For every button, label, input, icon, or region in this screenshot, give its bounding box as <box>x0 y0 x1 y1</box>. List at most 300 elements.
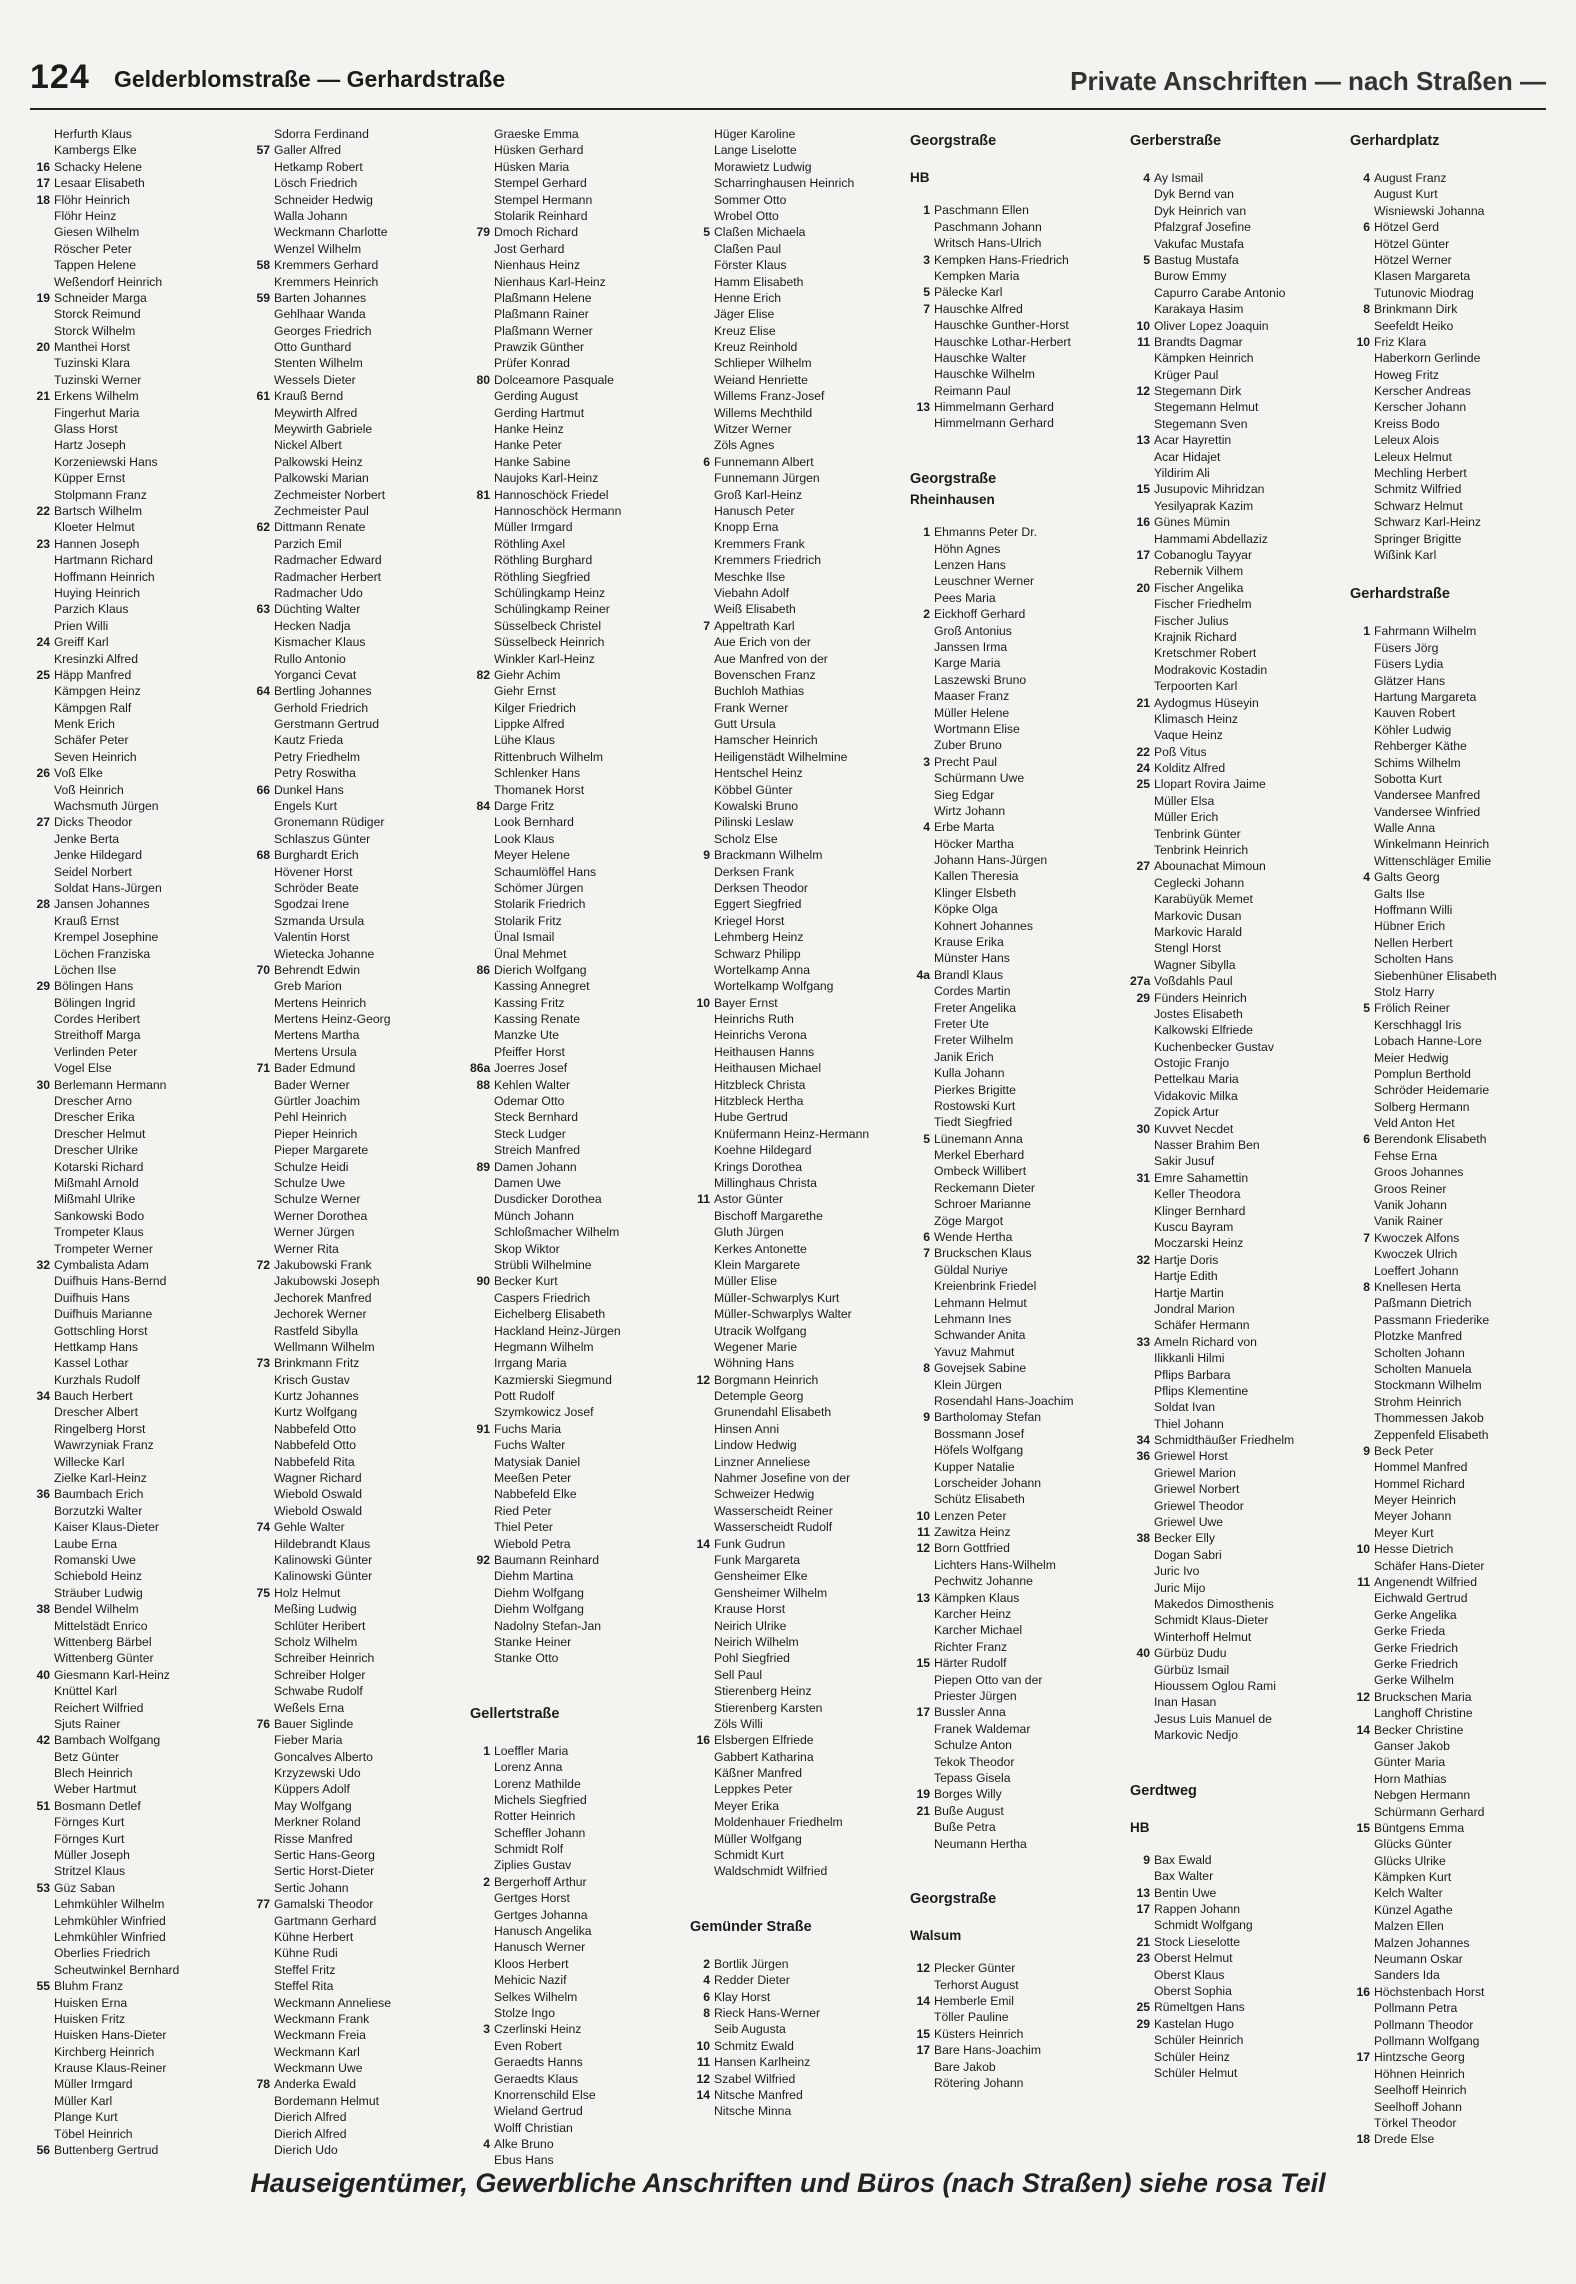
resident-entry <box>30 405 240 421</box>
resident-name: Lorenz Anna <box>494 1760 563 1775</box>
resident-name: Bluhm Franz <box>54 1979 124 1994</box>
resident-name: Schlieper Wilhelm <box>714 356 812 371</box>
resident-entry <box>1350 1410 1560 1426</box>
resident-entry <box>470 732 680 748</box>
resident-name: Korzeniewski Hans <box>54 454 158 469</box>
resident-entry <box>30 290 240 306</box>
resident-entry <box>1350 1295 1560 1311</box>
resident-entry <box>250 257 460 273</box>
resident-name: Stritzel Klaus <box>54 1864 126 1879</box>
resident-name: Becker Kurt <box>494 1274 558 1289</box>
resident-entry <box>910 983 1120 999</box>
resident-entry <box>30 2126 240 2142</box>
street-name: Gerdtweg <box>1130 1782 1197 1799</box>
resident-name: Frank Werner <box>714 700 789 715</box>
resident-entry <box>910 317 1120 333</box>
resident-name: Kallen Theresia <box>934 869 1019 884</box>
resident-entry <box>1130 1235 1340 1251</box>
resident-entry <box>30 388 240 404</box>
resident-name: Pfalzgraf Josefine <box>1154 220 1251 235</box>
house-number: 21 <box>1136 695 1150 710</box>
spacer <box>910 186 1120 202</box>
resident-entry <box>30 765 240 781</box>
resident-name: Nickel Albert <box>274 438 342 453</box>
resident-entry <box>250 1962 460 1978</box>
house-number: 11 <box>1357 1575 1370 1590</box>
resident-name: Eichwald Gertrud <box>1374 1591 1468 1606</box>
resident-entry <box>30 601 240 617</box>
resident-entry <box>470 700 680 716</box>
resident-entry <box>690 1503 900 1519</box>
resident-entry <box>690 2021 900 2037</box>
house-number: 88 <box>476 1077 490 1092</box>
resident-entry <box>250 2142 460 2158</box>
resident-name: Seelhoff Johann <box>1374 2099 1462 2114</box>
resident-entry <box>1130 1498 1340 1514</box>
resident-name: Schims Wilhelm <box>1374 755 1461 770</box>
resident-entry <box>690 1109 900 1125</box>
resident-name: Gartmann Gerhard <box>274 1913 377 1928</box>
resident-name: Sertic Horst-Dieter <box>274 1864 375 1879</box>
resident-entry <box>690 1683 900 1699</box>
resident-entry <box>250 175 460 191</box>
resident-entry <box>1130 1104 1340 1120</box>
resident-name: Gürbüz Dudu <box>1154 1646 1227 1661</box>
resident-entry <box>1350 2082 1560 2098</box>
street-heading <box>690 1912 900 1940</box>
resident-name: Drescher Ulrike <box>54 1143 138 1158</box>
house-number: 32 <box>1136 1252 1150 1267</box>
resident-name: Reimann Paul <box>934 383 1011 398</box>
resident-entry <box>470 290 680 306</box>
resident-name: Morawietz Ludwig <box>714 159 812 174</box>
resident-name: Flöhr Heinrich <box>54 192 130 207</box>
resident-name: Prüfer Konrad <box>494 356 570 371</box>
resident-name: Alke Bruno <box>494 2137 554 2152</box>
house-number: 4 <box>703 1973 710 1988</box>
resident-name: Aydogmus Hüseyin <box>1154 695 1259 710</box>
house-number: 15 <box>1356 1820 1370 1835</box>
resident-entry <box>1130 1885 1340 1901</box>
resident-name: Zawitza Heinz <box>934 1525 1011 1540</box>
resident-entry <box>910 1993 1120 2009</box>
resident-entry <box>470 831 680 847</box>
resident-entry <box>250 896 460 912</box>
resident-entry <box>910 1409 1120 1425</box>
resident-entry <box>1350 285 1560 301</box>
house-number: 29 <box>1136 990 1150 1005</box>
resident-entry <box>30 618 240 634</box>
resident-name: Schülingkamp Reiner <box>494 602 610 617</box>
resident-name: Güldal Nuriye <box>934 1262 1008 1277</box>
resident-entry <box>470 323 680 339</box>
resident-name: Kulla Johann <box>934 1066 1005 1081</box>
house-number: 6 <box>703 1989 710 2004</box>
resident-entry <box>1130 1901 1340 1917</box>
resident-name: Kilger Friedrich <box>494 700 576 715</box>
house-number: 53 <box>36 1880 50 1895</box>
resident-name: Jostes Elisabeth <box>1154 1006 1243 1021</box>
resident-entry <box>690 1634 900 1650</box>
resident-name: Romanski Uwe <box>54 1552 136 1567</box>
resident-name: Radmacher Edward <box>274 553 382 568</box>
resident-entry <box>910 1278 1120 1294</box>
resident-entry <box>690 1290 900 1306</box>
resident-name: Tenbrink Günter <box>1154 826 1241 841</box>
resident-name: Lehmann Ines <box>934 1312 1012 1326</box>
resident-entry <box>1350 1902 1560 1918</box>
house-number: 38 <box>36 1602 50 1617</box>
resident-entry <box>1130 432 1340 448</box>
resident-name: Himmelmann Gerhard <box>934 416 1054 431</box>
house-number: 56 <box>36 2143 50 2158</box>
resident-name: Schwander Anita <box>934 1328 1026 1343</box>
resident-name: Nabbefeld Otto <box>274 1438 356 1453</box>
resident-name: Höcker Martha <box>934 836 1014 851</box>
house-number: 22 <box>1136 744 1150 759</box>
resident-name: Vidakovic Milka <box>1154 1088 1238 1103</box>
resident-entry <box>250 651 460 667</box>
resident-name: Vogel Else <box>54 1061 112 1076</box>
resident-entry <box>470 1208 680 1224</box>
resident-name: Astor Günter <box>714 1192 784 1207</box>
resident-name: Stanke Otto <box>494 1651 559 1666</box>
resident-name: Lenzen Hans <box>934 558 1006 573</box>
house-number: 90 <box>476 1274 490 1289</box>
house-number: 74 <box>256 1520 270 1535</box>
resident-entry <box>470 1306 680 1322</box>
resident-name: Seven Heinrich <box>54 749 137 764</box>
resident-name: Hamm Elisabeth <box>714 274 804 289</box>
resident-name: Sobotta Kurt <box>1374 771 1442 786</box>
resident-name: Claßen Paul <box>714 241 782 256</box>
house-number: 55 <box>36 1979 50 1994</box>
resident-entry <box>1130 1088 1340 1104</box>
resident-name: Hübner Erich <box>1374 919 1446 934</box>
resident-name: Hartje Doris <box>1154 1252 1219 1267</box>
resident-entry <box>250 372 460 388</box>
resident-name: Bendel Wilhelm <box>54 1602 139 1617</box>
street-heading <box>910 1884 1120 1912</box>
resident-name: Galts Georg <box>1374 870 1440 885</box>
house-number: 66 <box>256 782 270 797</box>
resident-name: Funk Margareta <box>714 1552 801 1567</box>
resident-name: Giesmann Karl-Heinz <box>54 1667 170 1682</box>
resident-entry <box>250 1863 460 1879</box>
resident-name: Schacky Helene <box>54 159 143 174</box>
resident-name: Ilikkanli Hilmi <box>1154 1351 1225 1366</box>
resident-name: Derksen Theodor <box>714 880 808 895</box>
resident-name: Greiff Karl <box>54 635 109 650</box>
house-number: 79 <box>476 225 490 240</box>
resident-entry <box>690 864 900 880</box>
resident-name: Kerkes Antonette <box>714 1241 807 1256</box>
resident-name: Zöge Margot <box>934 1213 1004 1228</box>
resident-name: Engels Kurt <box>274 799 338 814</box>
resident-entry <box>1350 1607 1560 1623</box>
resident-name: Werner Dorothea <box>274 1208 368 1223</box>
house-number: 15 <box>916 2026 930 2041</box>
resident-entry <box>910 1721 1120 1737</box>
resident-name: Schäfer Hans-Dieter <box>1374 1558 1485 1573</box>
resident-entry <box>910 557 1120 573</box>
resident-entry <box>910 705 1120 721</box>
street-heading <box>1130 126 1340 154</box>
resident-entry <box>30 1126 240 1142</box>
resident-name: Krüger Paul <box>1154 367 1219 382</box>
resident-name: Drede Else <box>1374 2132 1435 2147</box>
resident-name: Meyer Heinrich <box>1374 1493 1456 1508</box>
resident-name: Hentschel Heinz <box>714 766 803 781</box>
house-number: 27 <box>1136 859 1150 874</box>
resident-entry <box>30 1896 240 1912</box>
resident-entry <box>910 967 1120 983</box>
resident-name: Kaiser Klaus-Dieter <box>54 1520 159 1535</box>
resident-name: Willems Mechthild <box>714 405 813 420</box>
resident-name: Buße August <box>934 1803 1004 1818</box>
resident-name: Kriegel Horst <box>714 913 785 928</box>
resident-entry <box>1350 1787 1560 1803</box>
resident-name: Schwarz Helmut <box>1374 498 1463 513</box>
resident-name: Ameln Richard von <box>1154 1334 1257 1349</box>
resident-name: Malzen Johannes <box>1374 1935 1470 1950</box>
resident-entry <box>1130 793 1340 809</box>
resident-name: Sjuts Rainer <box>54 1716 121 1731</box>
resident-name: Münster Hans <box>934 951 1010 966</box>
house-number: 14 <box>1356 1722 1370 1737</box>
resident-entry <box>250 1503 460 1519</box>
resident-entry <box>690 552 900 568</box>
resident-entry <box>250 1470 460 1486</box>
resident-name: Pieper Heinrich <box>274 1126 358 1141</box>
resident-entry <box>910 1836 1120 1852</box>
resident-entry <box>910 688 1120 704</box>
resident-entry <box>30 1060 240 1076</box>
resident-name: Weßendorf Heinrich <box>54 274 163 289</box>
resident-entry <box>470 241 680 257</box>
resident-entry <box>470 2005 680 2021</box>
house-number: 8 <box>923 1361 930 1376</box>
resident-name: Griewel Marion <box>1154 1465 1236 1480</box>
resident-name: Linzner Anneliese <box>714 1454 811 1469</box>
resident-entry <box>910 1819 1120 1835</box>
resident-name: Nitsche Minna <box>714 2104 792 2119</box>
resident-entry <box>470 2152 680 2168</box>
resident-name: Viebahn Adolf <box>714 585 789 600</box>
resident-entry <box>910 754 1120 770</box>
resident-name: Wende Hertha <box>934 1230 1013 1245</box>
resident-name: Malzen Ellen <box>1374 1919 1444 1934</box>
resident-entry <box>250 552 460 568</box>
resident-name: Förnges Kurt <box>54 1831 125 1846</box>
resident-entry <box>1130 514 1340 530</box>
resident-name: Bader Edmund <box>274 1061 356 1076</box>
resident-entry <box>1350 705 1560 721</box>
resident-entry <box>1130 1006 1340 1022</box>
resident-name: Sakir Jusuf <box>1154 1154 1215 1169</box>
house-number: 14 <box>696 1536 710 1551</box>
resident-name: Scholten Manuela <box>1374 1361 1472 1376</box>
resident-entry <box>250 142 460 158</box>
resident-entry <box>690 1077 900 1093</box>
resident-entry <box>250 1945 460 1961</box>
resident-name: Beck Peter <box>1374 1443 1434 1458</box>
resident-name: Burow Emmy <box>1154 269 1227 284</box>
resident-name: Jäger Elise <box>714 307 775 322</box>
resident-name: Flöhr Heinz <box>54 208 117 223</box>
resident-entry <box>470 142 680 158</box>
resident-entry <box>690 1437 900 1453</box>
resident-entry <box>250 2027 460 2043</box>
resident-name: Pflips Klementine <box>1154 1383 1249 1398</box>
resident-name: Schroer Marianne <box>934 1197 1031 1212</box>
resident-name: Pierkes Brigitte <box>934 1082 1016 1097</box>
resident-name: Kurtz Johannes <box>274 1389 359 1404</box>
resident-name: Leuschner Werner <box>934 574 1035 589</box>
resident-name: Schmitz Wilfried <box>1374 482 1462 497</box>
house-number: 77 <box>256 1897 270 1912</box>
resident-entry <box>1350 820 1560 836</box>
resident-entry <box>690 257 900 273</box>
resident-name: Bölingen Ingrid <box>54 995 136 1010</box>
resident-entry <box>1130 1999 1340 2015</box>
resident-name: Scholten Johann <box>1374 1345 1465 1360</box>
resident-entry <box>690 1700 900 1716</box>
resident-entry <box>690 142 900 158</box>
resident-entry <box>1130 481 1340 497</box>
resident-entry <box>1130 1547 1340 1563</box>
resident-entry <box>910 1704 1120 1720</box>
resident-entry <box>250 1224 460 1240</box>
resident-entry <box>690 1601 900 1617</box>
resident-entry <box>690 290 900 306</box>
resident-entry <box>1130 2065 1340 2081</box>
resident-name: Bordemann Helmut <box>274 2093 379 2108</box>
resident-entry <box>30 1454 240 1470</box>
resident-entry <box>30 2027 240 2043</box>
spacer <box>1130 1804 1340 1820</box>
resident-entry <box>690 1972 900 1988</box>
street-heading <box>1350 579 1560 607</box>
resident-entry <box>690 1749 900 1765</box>
resident-name: Schmidthäußer Friedhelm <box>1154 1433 1295 1448</box>
resident-name: Müller Joseph <box>54 1848 130 1863</box>
resident-name: Oberst Klaus <box>1154 1967 1225 1982</box>
resident-name: Barten Johannes <box>274 290 367 305</box>
resident-name: Seib Augusta <box>714 2022 786 2037</box>
resident-entry <box>250 946 460 962</box>
resident-name: Kerscher Johann <box>1374 400 1467 415</box>
resident-name: Pfeiffer Horst <box>494 1044 565 1059</box>
resident-name: Dogan Sabri <box>1154 1547 1222 1562</box>
resident-name: Büntgens Emma <box>1374 1820 1465 1835</box>
resident-entry <box>1130 252 1340 268</box>
resident-name: Erkens Wilhelm <box>54 389 139 404</box>
resident-entry <box>30 1962 240 1978</box>
resident-entry <box>1350 186 1560 202</box>
house-number: 34 <box>36 1389 50 1404</box>
resident-entry <box>30 2060 240 2076</box>
resident-entry <box>1130 1334 1340 1350</box>
resident-entry <box>1350 1213 1560 1229</box>
house-number: 16 <box>1356 1984 1370 1999</box>
resident-entry <box>1350 1918 1560 1934</box>
resident-entry <box>250 1404 460 1420</box>
resident-name: Gehle Walter <box>274 1520 345 1535</box>
resident-name: Gerke Friedrich <box>1374 1656 1458 1671</box>
resident-entry <box>690 765 900 781</box>
resident-name: Zechmeister Paul <box>274 503 369 518</box>
resident-name: Krings Dorothea <box>714 1159 803 1174</box>
resident-name: Pott Rudolf <box>494 1389 555 1404</box>
resident-entry <box>250 454 460 470</box>
resident-name: Krauß Bernd <box>274 389 344 404</box>
resident-name: Witzer Werner <box>714 422 792 437</box>
resident-entry <box>250 2109 460 2125</box>
resident-name: Hötzel Günter <box>1374 236 1450 251</box>
resident-entry <box>910 672 1120 688</box>
resident-entry <box>250 1323 460 1339</box>
resident-entry <box>1350 1328 1560 1344</box>
resident-name: Thomanek Horst <box>494 782 585 797</box>
resident-name: Janik Erich <box>934 1049 994 1064</box>
resident-entry <box>30 1011 240 1027</box>
house-number: 40 <box>1136 1646 1150 1661</box>
resident-name: Paschmann Ellen <box>934 203 1029 218</box>
street-name: Gerberstraße <box>1130 133 1222 149</box>
resident-entry <box>250 1044 460 1060</box>
resident-name: Dierich Alfred <box>274 2126 347 2141</box>
resident-entry <box>1130 1350 1340 1366</box>
resident-entry <box>910 1377 1120 1393</box>
resident-name: Oberst Helmut <box>1154 1951 1233 1966</box>
resident-entry <box>910 1049 1120 1065</box>
resident-name: Klimasch Heinz <box>1154 711 1238 726</box>
resident-entry <box>470 1890 680 1906</box>
resident-entry <box>250 929 460 945</box>
resident-name: Wagner Sibylla <box>1154 957 1236 972</box>
resident-entry <box>690 1798 900 1814</box>
resident-entry <box>1350 318 1560 334</box>
resident-name: Kretschmer Robert <box>1154 646 1257 661</box>
resident-entry <box>30 798 240 814</box>
resident-entry <box>1350 1394 1560 1410</box>
resident-name: Hauschke Wilhelm <box>934 367 1035 382</box>
resident-entry <box>690 306 900 322</box>
house-number: 33 <box>1136 1334 1150 1349</box>
resident-entry <box>1350 836 1560 852</box>
house-number: 4 <box>483 2137 490 2152</box>
resident-name: Schlüter Heribert <box>274 1618 366 1633</box>
resident-name: Glücks Günter <box>1374 1837 1452 1852</box>
resident-name: Veld Anton Het <box>1374 1116 1455 1131</box>
resident-name: Pomplun Berthold <box>1374 1066 1471 1081</box>
resident-entry <box>30 1257 240 1273</box>
resident-name: Kämpken Kurt <box>1374 1870 1452 1885</box>
resident-name: Gürbüz Ismail <box>1154 1662 1230 1677</box>
resident-name: Kresinzki Alfred <box>54 651 138 666</box>
resident-entry <box>690 732 900 748</box>
resident-entry <box>470 1857 680 1873</box>
house-number: 1 <box>923 525 930 540</box>
resident-name: Yildirim Ali <box>1154 466 1210 481</box>
resident-name: Fuchs Maria <box>494 1421 562 1436</box>
resident-name: Töller Pauline <box>934 2010 1009 2025</box>
house-number: 68 <box>256 848 270 863</box>
resident-name: Mertens Ursula <box>274 1044 357 1059</box>
house-number: 11 <box>1137 334 1150 349</box>
resident-name: Müller Helene <box>934 705 1010 720</box>
